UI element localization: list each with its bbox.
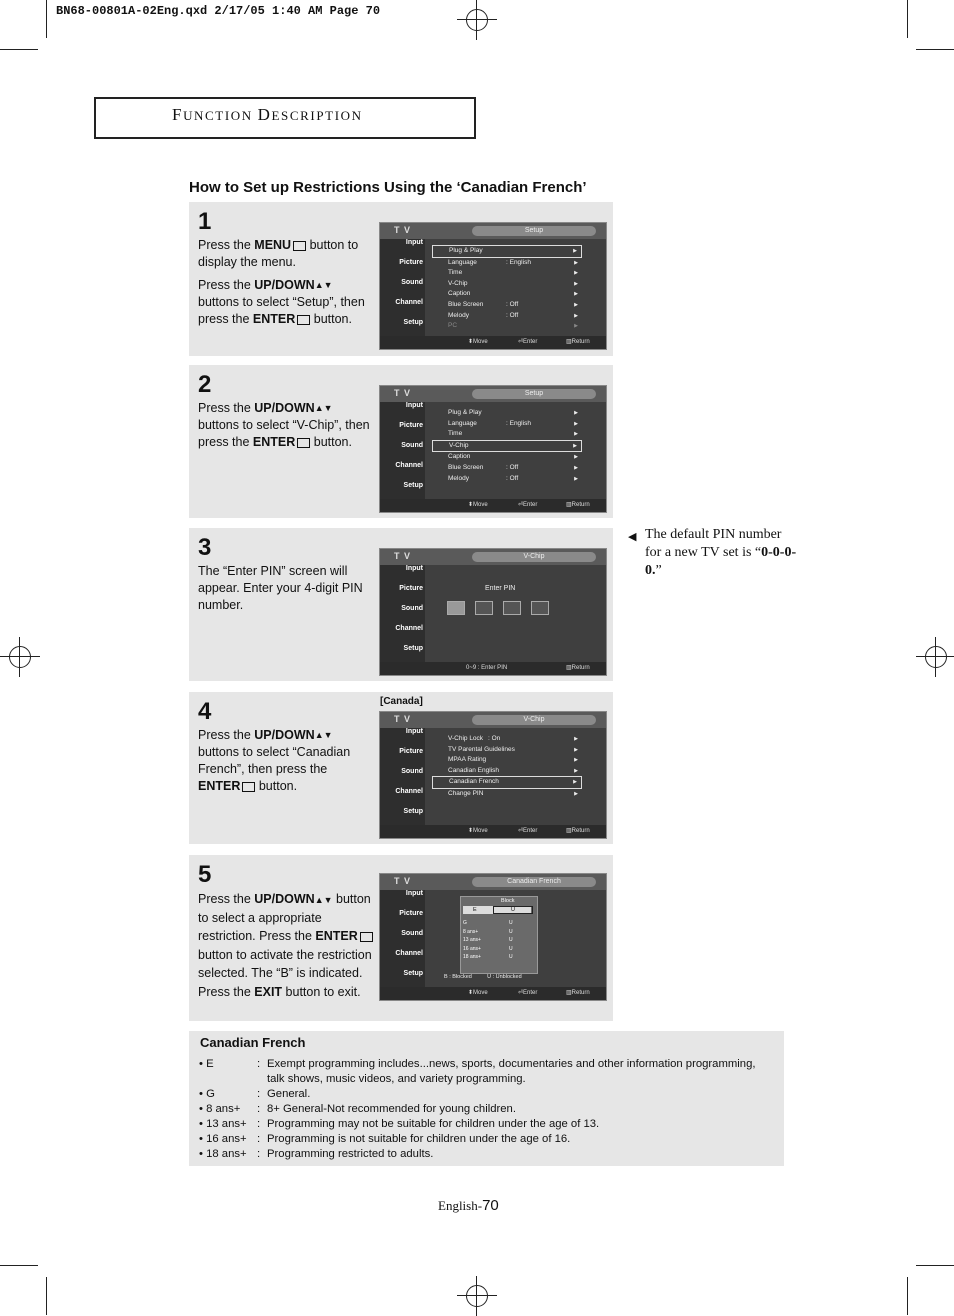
crop-mark xyxy=(907,0,908,38)
tv-screen-enter-pin: T V V-Chip Input Picture Sound Channel Setup Enter PIN 0~9 : Enter PIN ▥ Return xyxy=(379,548,607,676)
step-instructions: Press the MENU button to display the menu. Press the UP/DOWN▲▼ buttons to select “Setup”, then press the ENTER button. xyxy=(198,238,365,327)
crop-mark xyxy=(0,1265,38,1266)
pin-digit-box xyxy=(531,601,549,615)
up-down-arrows-icon: ▲▼ xyxy=(314,894,333,905)
rating-grid: Block E U G U 8 ans+ U 13 ans+ U 16 ans+ U 18 ans+ U xyxy=(460,896,538,974)
step-number: 3 xyxy=(198,534,212,561)
step-number: 5 xyxy=(198,861,212,888)
enter-icon xyxy=(242,782,255,792)
enter-icon xyxy=(297,315,310,325)
step-3-panel xyxy=(189,528,613,681)
crop-mark xyxy=(46,1277,47,1315)
tv-side-menu: Input Picture Sound Channel Setup xyxy=(380,239,425,349)
step-number: 4 xyxy=(198,698,212,725)
tv-side-menu: Input Picture Sound Channel Setup xyxy=(380,402,425,512)
step-number: 1 xyxy=(198,208,212,235)
crop-mark xyxy=(46,0,47,38)
menu-icon xyxy=(293,241,306,251)
tv-side-menu: Input Picture Sound Channel Setup xyxy=(380,565,425,675)
pin-digit-box xyxy=(475,601,493,615)
page-heading: How to Set up Restrictions Using the ‘Canadian French’ xyxy=(189,179,587,196)
tv-screen-setup: T V Setup Input Picture Sound Channel Setup Plug & Play ▶ Language : English ▶ Time ▶ V-Chip ▶ Caption ▶ Blue Screen : Off ▶ Melody : Off ▶ PC ▶ ⬍ Move ⏎ Enter ▥ Return xyxy=(379,222,607,350)
crop-mark xyxy=(916,1265,954,1266)
crop-mark xyxy=(907,1277,908,1315)
step-instructions: The “Enter PIN” screen will appear. Enter your 4-digit PIN number. xyxy=(198,564,363,612)
section-title: FUNCTION DESCRIPTION xyxy=(172,105,363,124)
tv-screen-setup-vchip: T V Setup Input Picture Sound Channel Setup Plug & Play ▶ Language : English ▶ Time ▶ V-Chip ▶ Caption ▶ Blue Screen : Off ▶ Melody : Off ▶ ⬍ Move ⏎ Enter ▥ Return xyxy=(379,385,607,513)
crop-mark xyxy=(916,49,954,50)
step-instructions: Press the UP/DOWN▲▼ button to select a appropriate restriction. Press the ENTER button to activate the restriction selected. The “B” is indicated. Press the EXIT button to exit. xyxy=(198,892,372,999)
tv-side-menu: Input Picture Sound Channel Setup xyxy=(380,728,425,838)
up-down-arrows-icon: ▲▼ xyxy=(314,403,333,414)
side-note: ◀ The default PIN number for a new TV set is “0-0-0-0.” xyxy=(628,527,797,578)
registration-mark-icon xyxy=(457,0,497,40)
enter-icon xyxy=(297,438,310,448)
step-5-panel xyxy=(189,855,613,1021)
crop-mark xyxy=(0,49,38,50)
canadian-french-notes: Canadian French • E : Exempt programming includes...news, sports, documentaries and other information programming, talk shows, music videos, and variety programming. • G : General. • 8 ans+ : 8+ General-Not recommended for young children. • 13 ans+ : Programming may not be suitable for children under the age of 13. • 16 ans+ : Programming is not suitable for children under the age of 16. • 18 ans+ : Programming restricted to adults. xyxy=(189,1031,784,1166)
registration-mark-icon xyxy=(457,1276,497,1316)
page-footer: English-70 xyxy=(438,1197,499,1214)
notes-title: Canadian French xyxy=(200,1035,306,1050)
enter-icon xyxy=(360,932,373,942)
pin-digit-box xyxy=(503,601,521,615)
step-4-panel xyxy=(189,692,613,844)
file-header: BN68-00801A-02Eng.qxd 2/17/05 1:40 AM Page 70 xyxy=(56,4,381,18)
tv-screen-canadian-french: T V Canadian French Input Picture Sound Channel Setup Block E U G U 8 ans+ U 13 ans+ U 16 ans+ U 18 ans+ U B : Blocked U : Unblocked ⬍ Move ⏎ Enter ▥ Return xyxy=(379,873,607,1001)
tv-screen-vchip: T V V-Chip Input Picture Sound Channel Setup V-Chip Lock : On ▶ TV Parental Guidelines ▶ MPAA Rating ▶ Canadian English ▶ Canadian French ▶ Change PIN ▶ ⬍ Move ⏎ Enter ▥ Return xyxy=(379,711,607,839)
step-2-panel xyxy=(189,365,613,518)
step-instructions: Press the UP/DOWN▲▼ buttons to select “Canadian French”, then press the ENTER button. xyxy=(198,728,351,794)
tv-side-menu: Input Picture Sound Channel Setup xyxy=(380,890,425,1000)
step-1-panel xyxy=(189,202,613,356)
up-down-arrows-icon: ▲▼ xyxy=(314,280,333,291)
rating-row-selected: E U xyxy=(463,906,531,914)
registration-mark-icon xyxy=(0,637,40,677)
up-down-arrows-icon: ▲▼ xyxy=(314,730,333,741)
step-instructions: Press the UP/DOWN▲▼ buttons to select “V-Chip”, then press the ENTER button. xyxy=(198,401,370,450)
triangle-left-icon: ◀ xyxy=(628,531,637,543)
canada-label: [Canada] xyxy=(380,696,423,707)
enter-pin-label: Enter PIN xyxy=(485,585,516,592)
rating-legend: B : Blocked U : Unblocked xyxy=(444,974,522,980)
registration-mark-icon xyxy=(916,637,954,677)
pin-digit-box xyxy=(447,601,465,615)
step-number: 2 xyxy=(198,371,212,398)
